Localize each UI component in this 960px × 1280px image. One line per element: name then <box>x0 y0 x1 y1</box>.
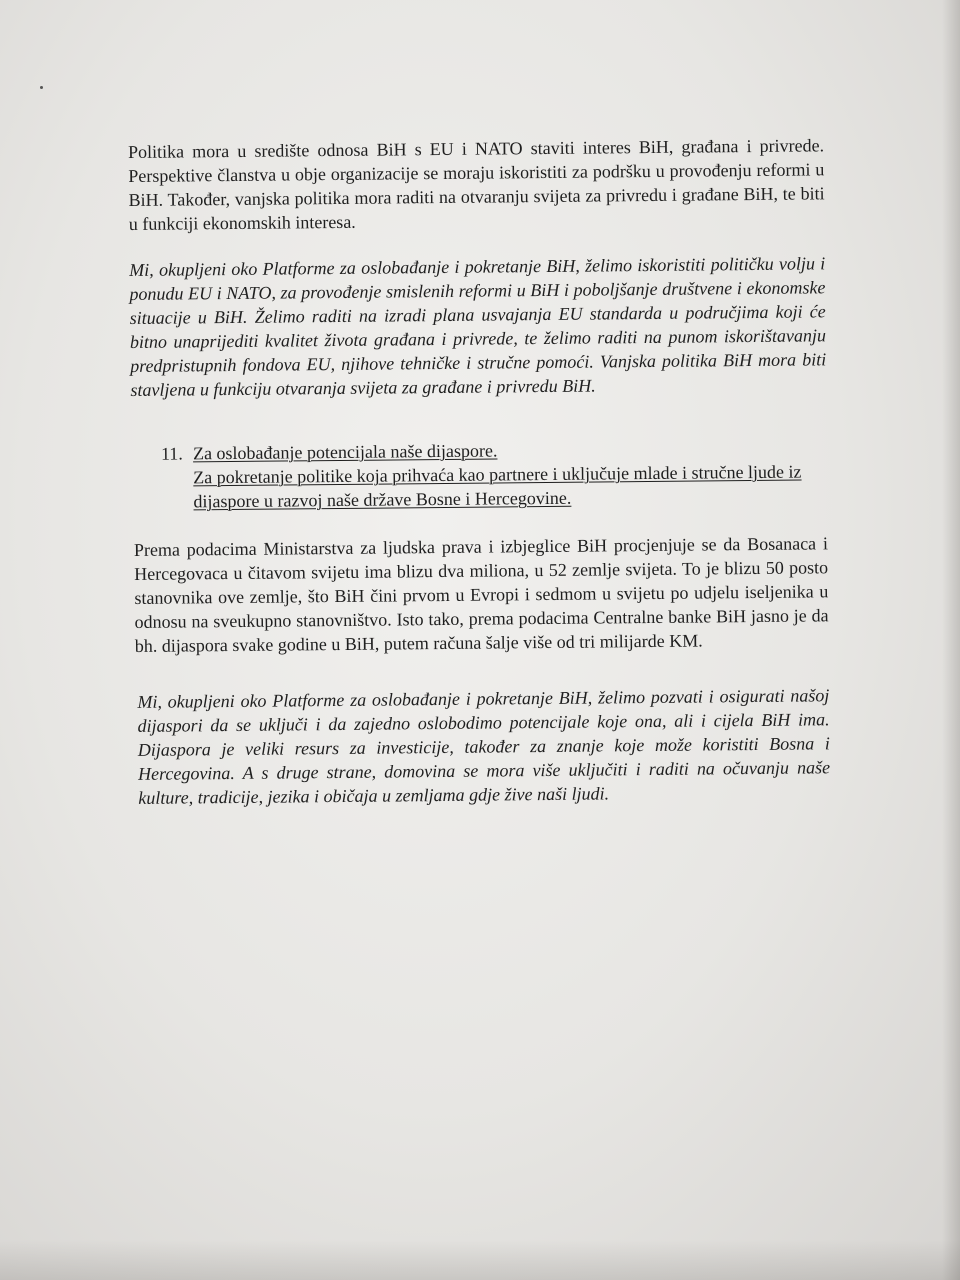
section-11-subheading: Za pokretanje politike koja prihvaća kao partnere i uključuje mlade i stručne ljude iz dijaspore u razvoj naše države Bosne i Hercegovine. <box>193 461 802 512</box>
page-edge-shadow <box>942 0 960 1280</box>
page-bottom-shadow <box>0 1240 960 1280</box>
section-11-heading: Za oslobađanje potencijala naše dijaspore. <box>192 440 498 464</box>
section-11-body <box>193 435 828 513</box>
section-11-list-item <box>160 435 827 512</box>
paragraph-eu-nato-interests: Politika mora u središte odnosa BiH s EU i NATO staviti interes BiH, građana i privrede. Perspektive članstva u obje organizacije se moraju iskoristiti za podršku u provođenju reformi u BiH. Također, vanjska politika mora raditi na otvaranju svijeta za privredu i građane BiH, te biti u funkciji ekonomskih interesa. <box>128 135 825 234</box>
paragraph-platform-diaspora: Mi, okupljeni oko Platforme za oslobađanje i pokretanje BiH, želimo pozvati i osigurati našoj dijaspori da se uključi i da zajedno oslobodimo potencijale koje ona, ali i cijela BiH ima. Dijaspora je veliki resurs za investicije, također za znanje koje može koristiti Bosna i Hercegovina. A s druge strane, domovina se mora više uključiti i raditi na očuvanju naše kulture, tradicije, jezika i običaja u zemljama gdje žive naši ljudi. <box>137 685 831 808</box>
section-11-number: 11. <box>160 443 183 464</box>
document-page <box>128 133 831 808</box>
paper-speck <box>40 86 43 89</box>
paragraph-platform-eu-reforms: Mi, okupljeni oko Platforme za oslobađanje i pokretanje BiH, želimo iskoristiti političku volju i ponudu EU i NATO, za provođenje smislenih reformi u BiH i poboljšanje društvene i ekonomske situacije u BiH. Želimo raditi na izradi plana usvajanja EU standarda u područjima koji će bitno unaprijediti kvalitet života građana i privrede, te želimo raditi na punom iskorištavanju predpristupnih fondova EU, njihove tehničke i stručne pomoći. Vanjska politika BiH mora biti stavljena u funkciju otvaranja svijeta za građane i privredu BiH. <box>129 253 827 400</box>
paragraph-diaspora-statistics: Prema podacima Ministarstva za ljudska prava i izbjeglice BiH procjenjuje se da Bosanaca i Hercegovaca u čitavom svijetu ima blizu dva miliona, u 52 zemlje svijeta. To je blizu 50 posto stanovnika ove zemlje, što BiH čini prvom u Evropi i sedmom u svijetu po udjelu iseljenika u odnosu na sveukupno stanovništvo. Isto tako, prema podacima Centralne banke BiH jasno je da bh. dijaspora svake godine u BiH, putem računa šalje više od tri milijarde KM. <box>133 533 829 656</box>
